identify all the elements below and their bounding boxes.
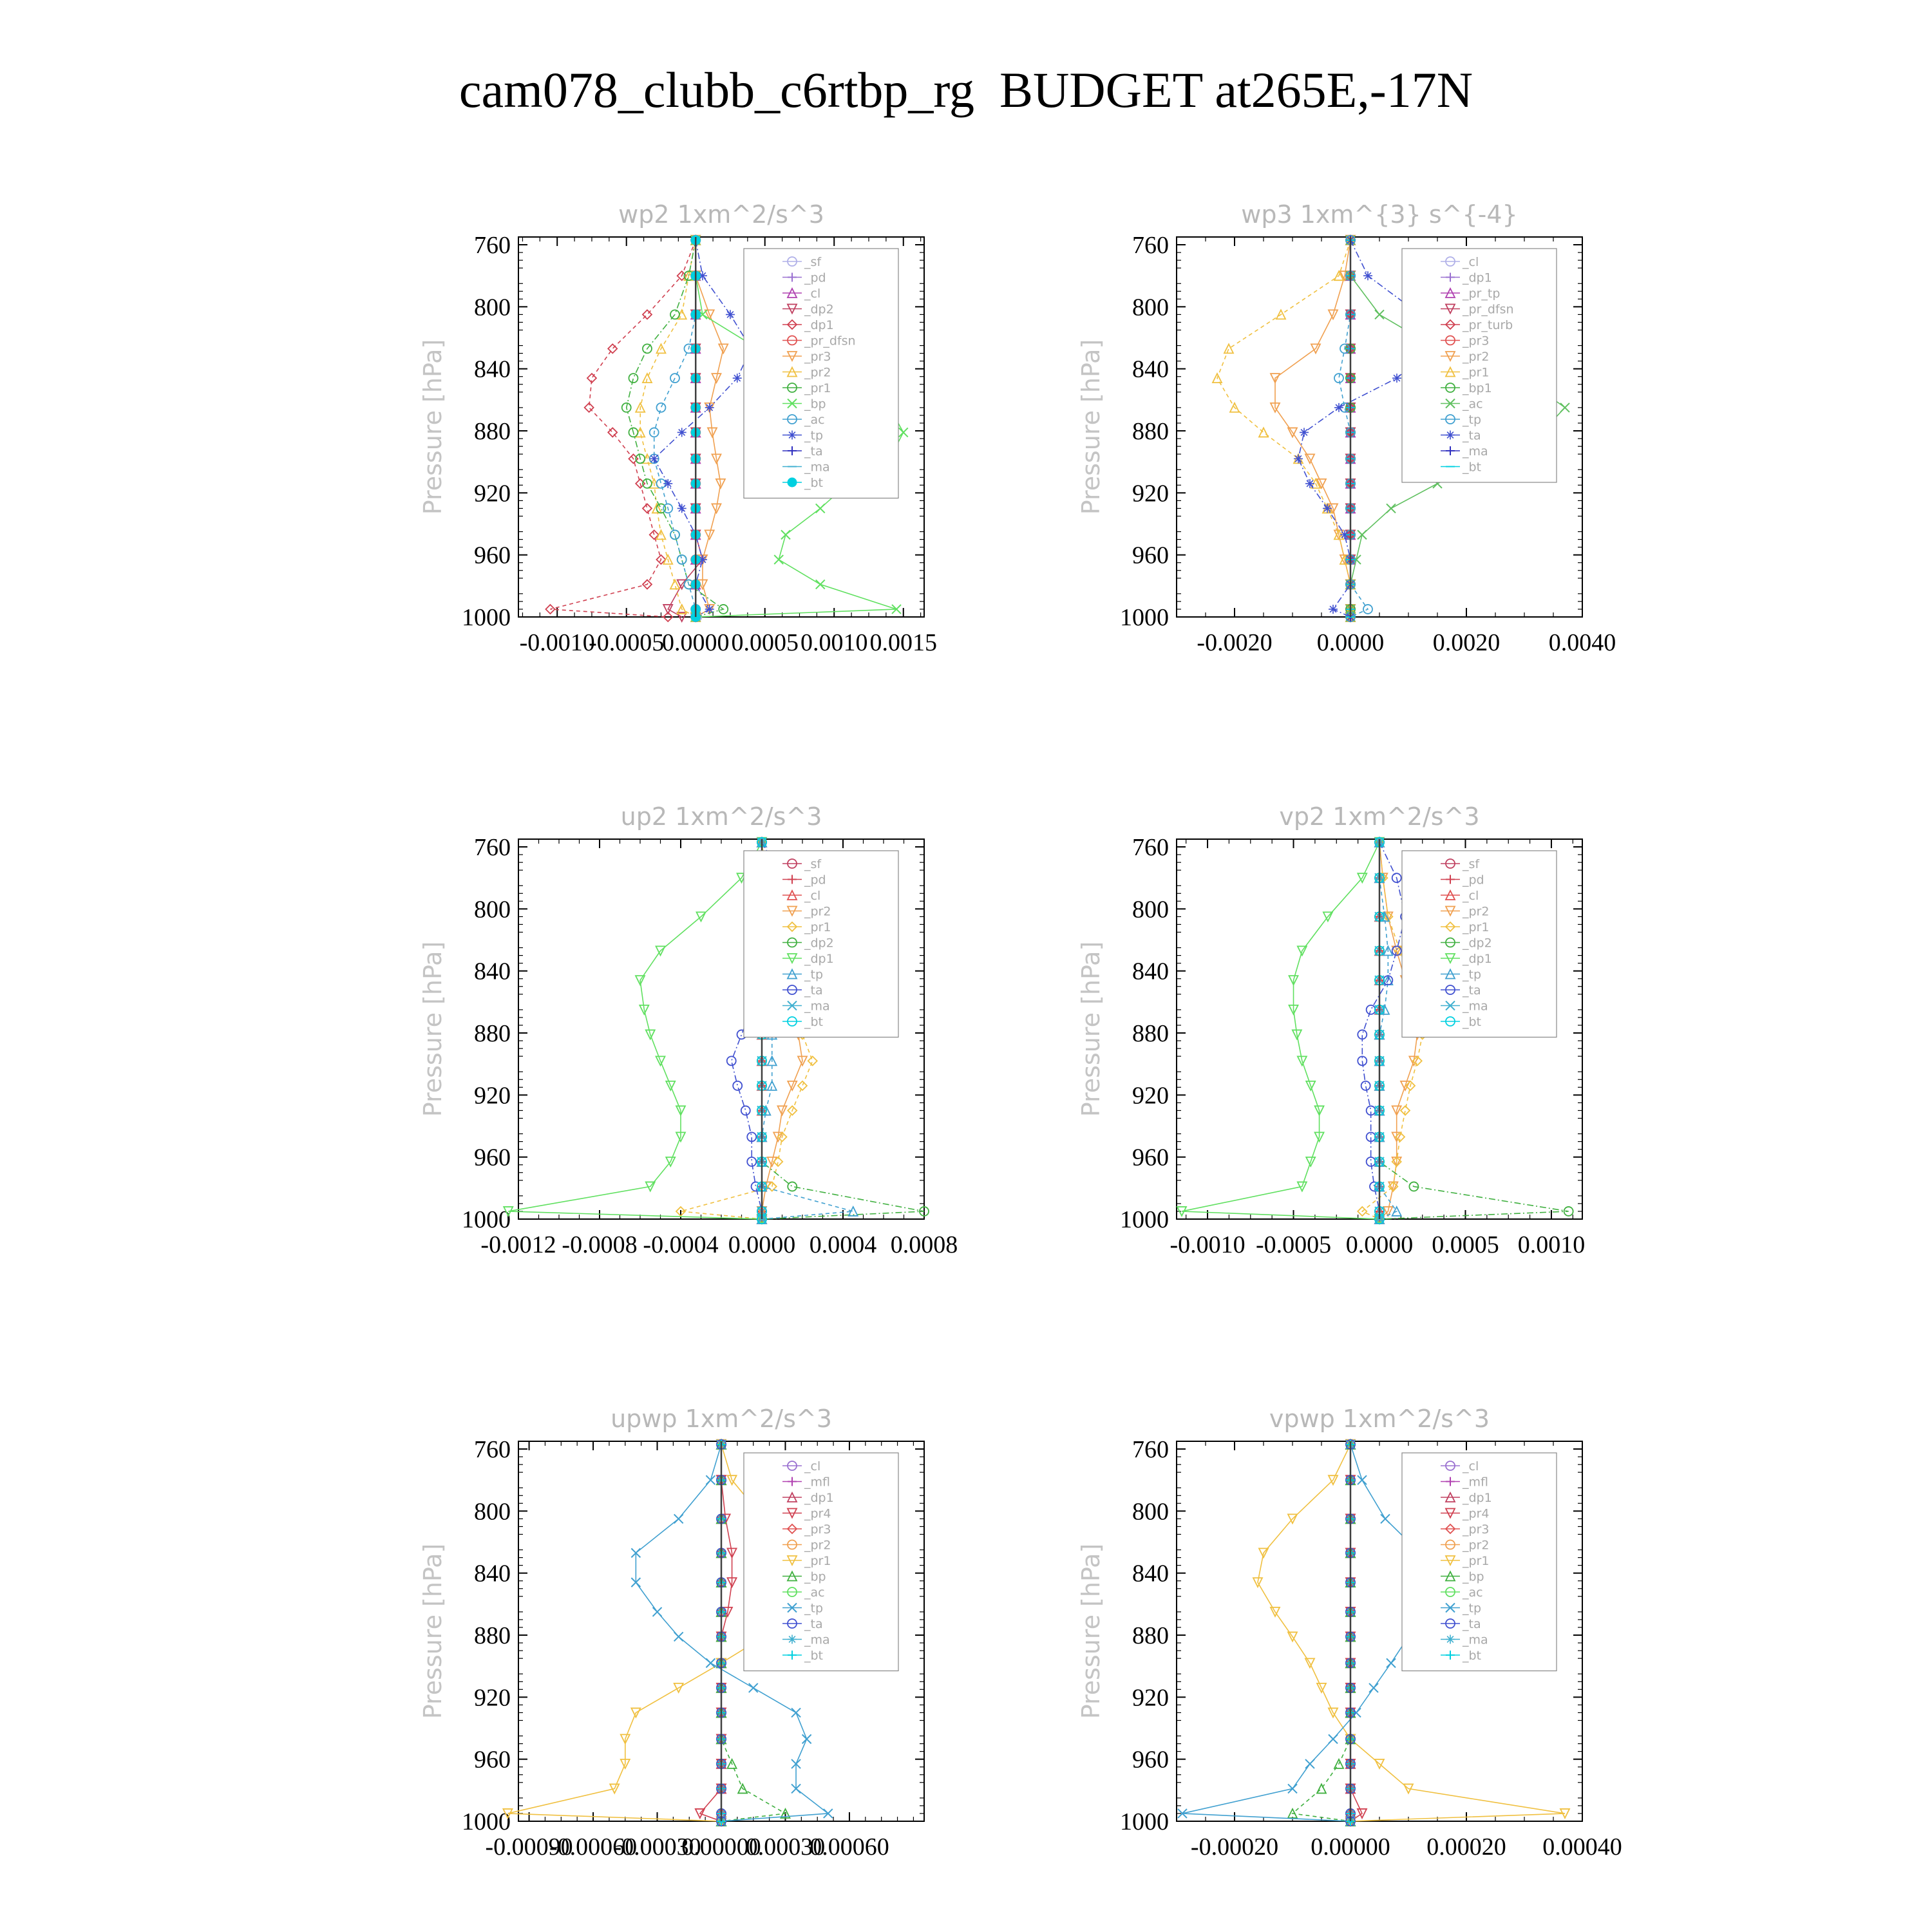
x-tick-label: 0.0005 [731, 629, 799, 656]
legend-label: _cl [1463, 1459, 1479, 1473]
x-tick-label: 0.0000 [1345, 1231, 1414, 1258]
series-dp1 [1177, 838, 1384, 1224]
y-tick-label: 800 [1132, 896, 1169, 923]
data-point [1358, 1475, 1367, 1484]
legend-label: _ta [804, 444, 823, 459]
data-point [1363, 271, 1372, 280]
x-tick-label: -0.0005 [1255, 1231, 1332, 1258]
legend-label: _ma [804, 1633, 830, 1647]
legend-label: _cl [1463, 889, 1479, 903]
panel-title: upwp 1xm^2/s^3 [611, 1405, 832, 1433]
legend-label: _pr2 [804, 1538, 831, 1553]
legend-label: _ac [1463, 397, 1483, 412]
x-tick-label: -0.00030 [613, 1833, 701, 1861]
y-tick-label: 760 [1132, 834, 1169, 862]
chart-panel-wp3 [1077, 200, 1616, 675]
x-tick-label: -0.0020 [1197, 629, 1273, 656]
data-point [1560, 403, 1569, 412]
data-point [808, 1056, 817, 1065]
x-tick-label: 0.0000 [1316, 629, 1385, 656]
data-point [677, 428, 687, 437]
y-axis-label: Pressure [hPa] [1077, 1543, 1105, 1719]
y-tick-label: 920 [474, 1684, 511, 1712]
legend-label: _dp1 [1463, 952, 1492, 966]
y-tick-label: 960 [1132, 542, 1169, 569]
x-tick-label: 0.00030 [745, 1833, 826, 1861]
y-tick-label: 880 [1132, 1020, 1169, 1048]
legend-label: _dp1 [804, 318, 834, 332]
x-tick-label: -0.00060 [549, 1833, 638, 1861]
data-point [1334, 403, 1343, 412]
legend-label: _pr1 [804, 920, 831, 934]
data-point [733, 1081, 742, 1090]
legend-label: _pr_tp [1463, 287, 1501, 301]
legend-label: _cl [804, 889, 821, 903]
legend-label: _pr3 [804, 350, 831, 364]
legend-label: _bt [804, 1015, 824, 1029]
legend-label: _pr1 [1463, 1554, 1490, 1568]
y-tick-label: 880 [474, 418, 511, 446]
legend-label: _dp1 [1463, 270, 1492, 285]
legend-label: _dp1 [1463, 1491, 1492, 1505]
chart-panel-upwp [419, 1405, 927, 1879]
legend-label: _pr3 [1463, 334, 1490, 348]
y-tick-label: 840 [1132, 1560, 1169, 1587]
data-point [726, 310, 735, 319]
y-tick-label: 920 [1132, 1684, 1169, 1712]
panel-title: wp2 1xm^2/s^3 [618, 200, 824, 229]
data-point [1387, 504, 1396, 513]
data-point [774, 555, 783, 564]
x-tick-label: 0.00040 [1542, 1833, 1622, 1861]
legend-label: _bt [1463, 1649, 1482, 1663]
legend-label: _pr1 [804, 381, 831, 395]
series-pr2 [636, 236, 700, 621]
data-point [816, 580, 825, 589]
x-tick-label: 0.0000 [728, 1231, 796, 1258]
legend-label: _pr2 [804, 365, 831, 380]
x-tick-label: -0.0004 [643, 1231, 719, 1258]
legend-label: _sf [1463, 857, 1480, 871]
y-tick-label: 960 [474, 542, 511, 569]
legend-label: _dp1 [804, 1491, 834, 1505]
x-tick-label: 0.0000 [661, 629, 730, 656]
y-tick-label: 1000 [1120, 1206, 1169, 1233]
x-tick-label: -0.00020 [1190, 1833, 1279, 1861]
y-tick-label: 840 [474, 355, 511, 383]
data-point [798, 1081, 807, 1090]
data-point [1288, 1784, 1297, 1793]
data-point [816, 504, 825, 513]
y-tick-label: 880 [1132, 1622, 1169, 1650]
legend-marker [1446, 1635, 1455, 1644]
data-point [1367, 1005, 1376, 1014]
data-point [741, 1106, 750, 1115]
legend-label: _ta [804, 1617, 823, 1631]
y-tick-label: 920 [474, 1082, 511, 1110]
legend-label: _mfl [1463, 1475, 1488, 1490]
data-point [1369, 1683, 1378, 1692]
x-tick-label: -0.0012 [480, 1231, 556, 1258]
data-point [1375, 310, 1384, 319]
data-point [1392, 374, 1401, 383]
legend-label: _ac [804, 413, 825, 427]
legend-label: _ac [804, 1586, 825, 1600]
legend-label: _ta [1463, 1617, 1481, 1631]
chart-panel-vpwp [1077, 1405, 1622, 1879]
x-tick-label: 0.0005 [1432, 1231, 1499, 1258]
series-line [508, 842, 762, 1219]
y-tick-label: 1000 [1120, 604, 1169, 631]
legend-label: _ta [1463, 428, 1481, 443]
y-tick-label: 760 [1132, 1436, 1169, 1464]
y-tick-label: 880 [1132, 418, 1169, 446]
y-tick-label: 760 [474, 1436, 511, 1464]
x-tick-label: -0.0010 [1170, 1231, 1245, 1258]
y-tick-label: 920 [474, 480, 511, 507]
data-point [643, 504, 652, 513]
x-tick-label: 0.00020 [1426, 1833, 1506, 1861]
panel-title: wp3 1xm^{3} s^{-4} [1241, 200, 1518, 229]
series-dp1 [545, 236, 700, 621]
chart-panel-wp2 [419, 200, 937, 675]
y-tick-label: 800 [474, 896, 511, 923]
series-line [1275, 240, 1350, 617]
legend-label: _pr4 [804, 1506, 831, 1521]
legend-marker [1446, 431, 1455, 440]
data-point [674, 1514, 683, 1523]
legend-label: _bt [1463, 460, 1482, 475]
series-line [640, 240, 696, 617]
series-dp1 [504, 838, 766, 1224]
series-bp [1288, 1440, 1355, 1826]
data-point [656, 403, 665, 412]
legend-label: _bp [804, 397, 826, 412]
legend-label: _ma [804, 460, 830, 475]
y-tick-label: 960 [474, 1144, 511, 1171]
y-tick-label: 920 [1132, 1082, 1169, 1110]
legend-label: _pr2 [804, 904, 831, 919]
y-tick-label: 760 [474, 232, 511, 260]
legend-label: _ma [1463, 1633, 1488, 1647]
series-line [1217, 240, 1350, 617]
data-point [663, 479, 672, 488]
legend-label: _pr3 [804, 1522, 831, 1537]
data-point [1224, 344, 1233, 353]
y-tick-label: 800 [1132, 1498, 1169, 1526]
data-point [1329, 605, 1338, 614]
legend-label: _ma [1463, 444, 1488, 459]
legend-label: _pd [1463, 873, 1484, 887]
data-point [706, 1658, 715, 1667]
x-tick-label: 0.0010 [1517, 1231, 1586, 1258]
legend-label: _tp [1463, 1601, 1482, 1616]
legend-label: _tp [1463, 413, 1482, 427]
legend-label: _pd [804, 873, 826, 887]
y-tick-label: 1000 [462, 604, 511, 631]
legend-label: _pr_turb [1463, 318, 1513, 332]
x-tick-label: 0.0004 [809, 1231, 877, 1258]
legend-label: _pr1 [1463, 920, 1490, 934]
x-tick-label: 0.0020 [1432, 629, 1501, 656]
legend-label: _pr2 [1463, 904, 1490, 919]
legend-label: _bp [1463, 1569, 1484, 1584]
chart-panel-vp2 [1077, 802, 1586, 1277]
legend-label: _cl [804, 287, 821, 301]
legend-label: _pr3 [1463, 1522, 1490, 1537]
legend-label: _ta [804, 983, 823, 998]
y-tick-label: 840 [1132, 355, 1169, 383]
data-point [749, 1683, 758, 1692]
data-point [1358, 530, 1367, 539]
legend-label: _dp2 [804, 936, 834, 951]
data-point [727, 1056, 736, 1065]
data-point [674, 1632, 683, 1641]
y-tick-label: 760 [1132, 232, 1169, 260]
y-tick-label: 840 [1132, 958, 1169, 985]
data-point [1323, 504, 1332, 513]
data-point [677, 555, 687, 564]
legend-label: _tp [804, 1601, 824, 1616]
x-tick-label: 0.0010 [800, 629, 868, 656]
legend-label: _ma [804, 999, 830, 1014]
legend-label: _ta [1463, 983, 1481, 998]
y-tick-label: 840 [474, 958, 511, 985]
x-tick-label: 0.0015 [869, 629, 937, 656]
legend-label: _bt [804, 476, 824, 490]
y-tick-label: 880 [474, 1020, 511, 1048]
y-tick-label: 760 [474, 834, 511, 862]
data-point [1305, 1759, 1314, 1768]
data-point [629, 374, 638, 383]
legend-label: _tp [1463, 967, 1482, 982]
data-point [706, 1475, 715, 1484]
legend-label: _bp [804, 1569, 826, 1584]
data-point [1334, 374, 1343, 383]
data-point [1300, 428, 1309, 437]
page-title: cam078_clubb_c6rtbp_rg BUDGET at265E,-17N [459, 62, 1473, 118]
data-point [643, 374, 652, 383]
data-point [677, 504, 687, 513]
legend-label: _sf [804, 857, 822, 871]
series-line [1182, 842, 1379, 1219]
y-tick-label: 920 [1132, 480, 1169, 507]
data-point [1381, 1514, 1390, 1523]
legend-label: _tp [804, 428, 824, 443]
data-point [608, 344, 617, 353]
x-tick-label: -0.0010 [519, 629, 595, 656]
series-line [550, 240, 696, 617]
x-tick-label: 0.00000 [1311, 1833, 1390, 1861]
legend-label: _pr_dfsn [804, 334, 856, 348]
legend-label: _bt [1463, 1015, 1482, 1029]
y-tick-label: 840 [474, 1560, 511, 1587]
data-point [1387, 1658, 1396, 1667]
legend-label: _pr2 [1463, 1538, 1490, 1553]
data-point [802, 1734, 811, 1743]
x-tick-label: -0.0008 [562, 1231, 638, 1258]
legend-label: _pr1 [1463, 365, 1490, 380]
data-point [788, 1182, 797, 1191]
x-tick-label: -0.0005 [589, 629, 665, 656]
x-tick-label: 0.0008 [890, 1231, 958, 1258]
legend-label: _bp1 [1463, 381, 1492, 395]
legend-marker [788, 1635, 797, 1644]
series-line [700, 1444, 732, 1821]
legend-label: _bt [804, 1649, 824, 1663]
data-point [705, 403, 714, 412]
legend-label: _ma [1463, 999, 1488, 1014]
legend-label: _pr1 [804, 1554, 831, 1568]
y-tick-label: 960 [1132, 1746, 1169, 1774]
x-tick-label: -0.00090 [485, 1833, 573, 1861]
y-tick-label: 800 [474, 294, 511, 321]
panel-title: vp2 1xm^2/s^3 [1279, 802, 1480, 831]
series-pr1 [1213, 236, 1355, 621]
legend-label: _pr2 [1463, 350, 1490, 364]
legend-marker [788, 478, 797, 487]
data-point [1401, 1106, 1410, 1115]
legend-label: _tp [804, 967, 824, 982]
y-tick-label: 960 [1132, 1144, 1169, 1171]
data-point [791, 1708, 800, 1717]
y-tick-label: 1000 [462, 1808, 511, 1835]
data-point [653, 1607, 662, 1616]
series-tp [1178, 1440, 1436, 1826]
data-point [1259, 428, 1268, 437]
legend-label: _pr4 [1463, 1506, 1490, 1521]
legend-label: _cl [1463, 255, 1479, 269]
series-line [1182, 1444, 1432, 1821]
legend-label: _pr_dfsn [1463, 302, 1514, 317]
legend-label: _dp2 [1463, 936, 1492, 951]
y-tick-label: 1000 [1120, 1808, 1169, 1835]
data-point [1294, 454, 1303, 463]
x-tick-label: 0.00060 [810, 1833, 889, 1861]
legend-label: _mfl [804, 1475, 830, 1490]
x-tick-label: 0.00000 [681, 1833, 761, 1861]
y-tick-label: 960 [474, 1746, 511, 1774]
legend-label: _ac [1463, 1586, 1483, 1600]
legend-label: _dp2 [804, 302, 834, 317]
y-axis-label: Pressure [hPa] [1077, 941, 1105, 1117]
y-axis-label: Pressure [hPa] [1077, 339, 1105, 515]
chart-panel-up2 [419, 802, 958, 1277]
y-tick-label: 880 [474, 1622, 511, 1650]
y-axis-label: Pressure [hPa] [419, 1543, 447, 1719]
y-tick-label: 800 [1132, 294, 1169, 321]
y-axis-label: Pressure [hPa] [419, 339, 447, 515]
y-tick-label: 800 [474, 1498, 511, 1526]
panel-title: up2 1xm^2/s^3 [620, 802, 822, 831]
legend-label: _sf [804, 255, 822, 269]
data-point [899, 428, 908, 437]
legend-label: _cl [804, 1459, 821, 1473]
legend-label: _pd [804, 270, 826, 285]
x-tick-label: 0.0040 [1548, 629, 1616, 656]
data-point [705, 605, 714, 614]
data-point [781, 530, 790, 539]
y-axis-label: Pressure [hPa] [419, 941, 447, 1117]
y-tick-label: 1000 [462, 1206, 511, 1233]
data-point [1329, 1734, 1338, 1743]
legend-label: _dp1 [804, 952, 834, 966]
panel-title: vpwp 1xm^2/s^3 [1269, 1405, 1490, 1433]
